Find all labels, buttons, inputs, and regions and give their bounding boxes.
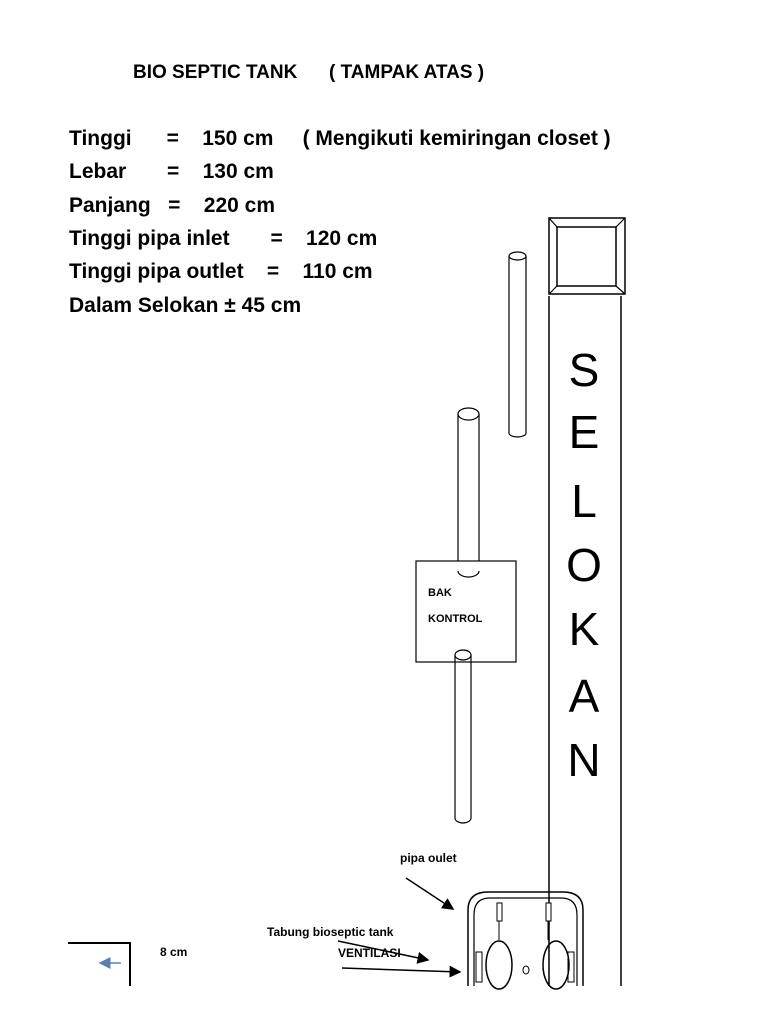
arrow-ventilasi [342,968,460,972]
selokan-letter-o: O [566,539,602,591]
selokan-letter-n: N [567,734,601,786]
pipa-outlet-label: pipa oulet [400,851,457,865]
pipe-inlet [509,252,526,437]
selokan-letter-s: S [568,344,600,396]
pipe-upper [458,408,479,571]
spec-pipa-outlet: Tinggi pipa outlet = 110 cm [69,260,373,283]
spec-panjang: Panjang = 220 cm [69,194,276,217]
eight-cm-label: 8 cm [160,945,188,959]
spec-dalam-selokan: Dalam Selokan ± 45 cm [69,294,302,317]
selokan-letter-e: E [568,406,600,458]
spec-tinggi: Tinggi = 150 cm ( Mengikuti kemiringan closet ) [69,127,611,150]
bioseptic-tank [468,892,583,989]
arrow-pipa-outlet [406,878,453,909]
eight-cm-bracket [68,943,130,986]
manhole-box [549,218,625,294]
spec-pipa-inlet: Tinggi pipa inlet = 120 cm [69,227,378,250]
selokan-letter-l: L [571,475,597,527]
bak-kontrol-box [416,561,516,662]
selokan-letter-a: A [568,670,600,722]
diagram-title: BIO SEPTIC TANK ( TAMPAK ATAS ) [133,62,485,83]
kontrol-label: KONTROL [428,613,483,625]
selokan-letter-k: K [568,603,600,655]
pipe-lower [455,650,471,823]
tabung-label: Tabung bioseptic tank [267,925,394,939]
spec-lebar: Lebar = 130 cm [69,160,274,183]
bak-label: BAK [428,587,452,599]
ventilasi-label: VENTILASI [338,946,401,960]
